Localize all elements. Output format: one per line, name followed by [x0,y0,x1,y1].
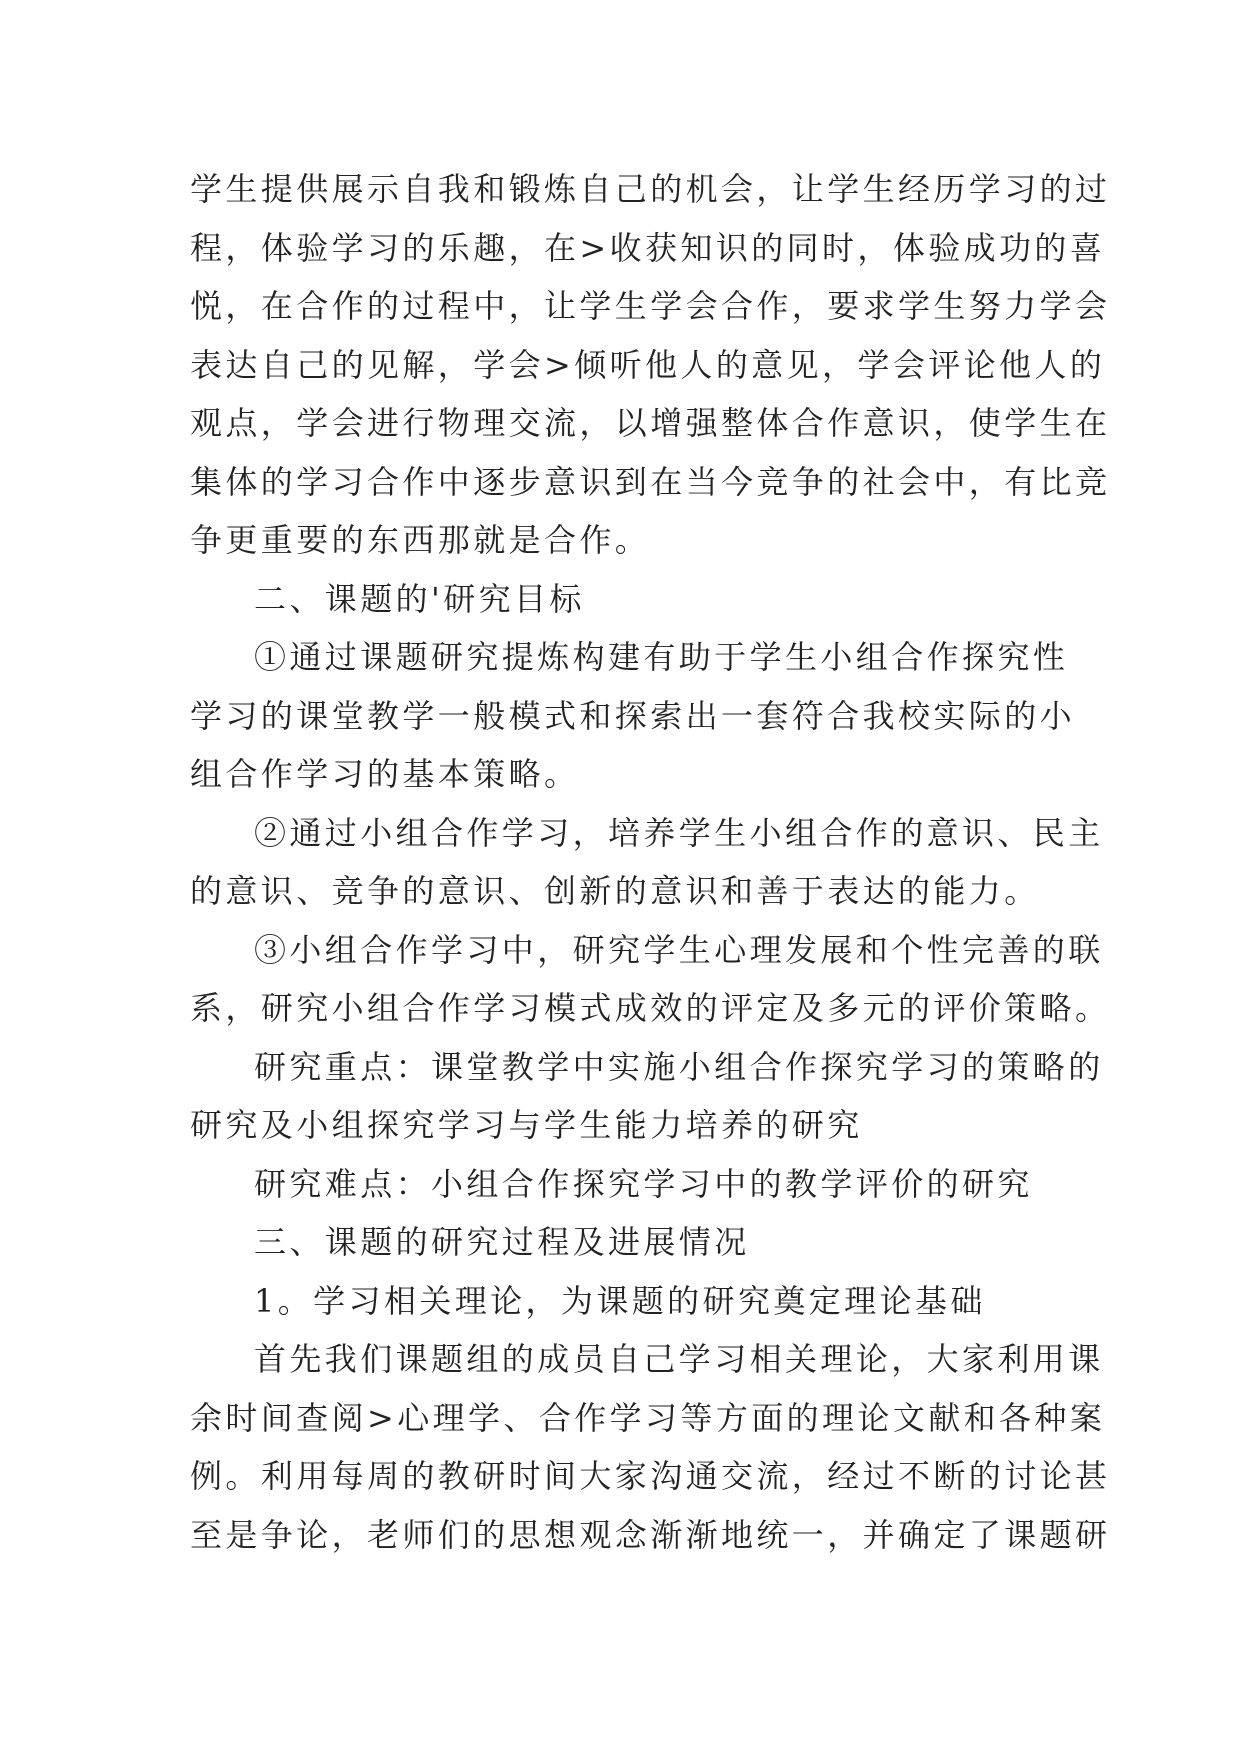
text-line: 例。利用每周的教研时间大家沟通交流，经过不断的讨论甚 [190,1457,1111,1495]
text-line: 研究难点：小组合作探究学习中的教学评价的研究 [254,1164,1033,1203]
text-line: 组合作学习的基本策略。 [190,755,580,793]
text-line: 研究及小组探究学习与学生能力培养的研究 [190,1106,863,1144]
text-line: ①通过课题研究提炼构建有助于学生小组合作探究性 [254,638,1069,676]
text-line: 学生提供展示自我和锻炼自己的机会，让学生经历学习的过 [190,170,1111,208]
text-line: 争更重要的东西那就是合作。 [190,521,651,559]
subsection-heading: 1。学习相关理论，为课题的研究奠定理论基础 [254,1281,986,1320]
text-line: 观点，学会进行物理交流，以增强整体合作意识，使学生在 [190,404,1111,442]
text-line: 表达自己的见解，学会>倾听他人的意见，学会评论他人的 [190,345,1106,384]
text-line: ②通过小组合作学习，培养学生小组合作的意识、民主 [254,813,1104,852]
text-line: 程，体验学习的乐趣，在>收获知识的同时，体验成功的喜 [190,228,1106,267]
text-line: 的意识、竞争的意识、创新的意识和善于表达的能力。 [190,872,1040,910]
section-heading-research-process: 三、课题的研究过程及进展情况 [254,1223,750,1261]
text-line: 集体的学习合作中逐步意识到在当今竞争的社会中，有比竞 [190,462,1111,501]
text-line: 悦，在合作的过程中，让学生学会合作，要求学生努力学会 [190,287,1111,325]
text-line: 学习的课堂教学一般模式和探索出一套符合我校实际的小 [190,696,1076,735]
section-heading-research-goals: 二、课题的'研究目标 [254,579,585,618]
text-line: 系，研究小组合作学习模式成效的评定及多元的评价策略。 [190,989,1111,1027]
text-line: ③小组合作学习中，研究学生心理发展和个性完善的联 [254,930,1104,969]
text-line: 余时间查阅>心理学、合作学习等方面的理论文献和各种案 [190,1398,1106,1437]
text-line: 至是争论，老师们的思想观念渐渐地统一，并确定了课题研 [190,1515,1111,1554]
text-line: 首先我们课题组的成员自己学习相关理论，大家利用课 [254,1340,1104,1378]
text-line: 研究重点：课堂教学中实施小组合作探究学习的策略的 [254,1047,1104,1086]
document-page [190,160,1111,1564]
